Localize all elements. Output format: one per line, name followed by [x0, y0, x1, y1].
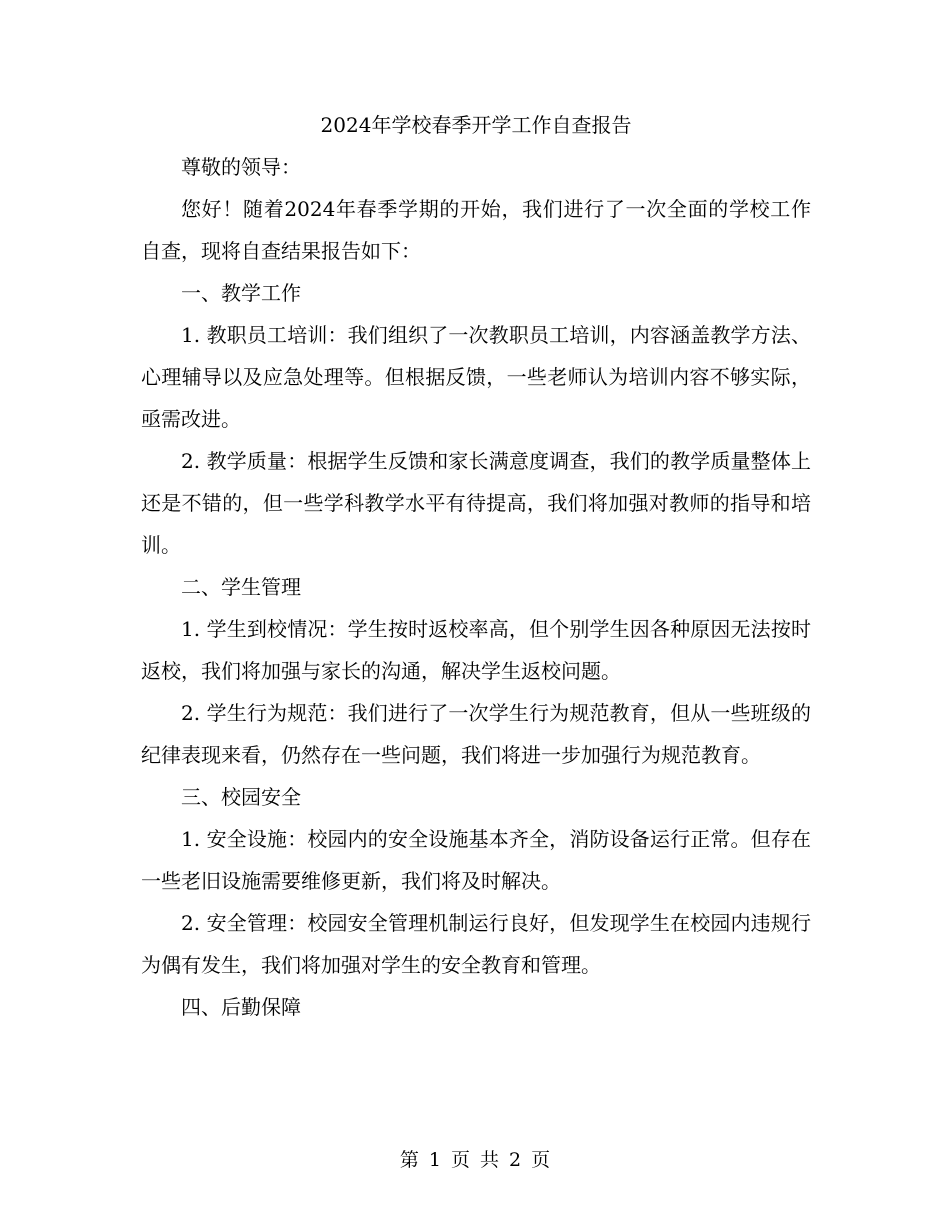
student-management-item-1: 1. 学生到校情况：学生按时返校率高，但个别学生因各种原因无法按时返校，我们将加强与家长的沟通，解决学生返校问题。: [141, 617, 811, 683]
salutation: 尊敬的领导：: [181, 155, 301, 179]
intro-paragraph: 您好！随着2024年春季学期的开始，我们进行了一次全面的学校工作自查，现将自查结果报告如下：: [141, 197, 811, 263]
teaching-item-2: 2. 教学质量：根据学生反馈和家长满意度调查，我们的教学质量整体上还是不错的，但一些学科教学水平有待提高，我们将加强对教师的指导和培训。: [141, 449, 811, 557]
teaching-item-1: 1. 教职员工培训：我们组织了一次教职员工培训，内容涵盖教学方法、心理辅导以及应急处理等。但根据反馈，一些老师认为培训内容不够实际，亟需改进。: [141, 323, 811, 431]
document-body: [141, 104, 811, 1028]
section-heading-logistics: 四、后勤保障: [181, 995, 301, 1019]
campus-safety-item-2: 2. 安全管理：校园安全管理机制运行良好，但发现学生在校园内违规行为偶有发生，我们将加强对学生的安全教育和管理。: [141, 911, 811, 977]
document-title: 2024年学校春季开学工作自查报告: [320, 113, 632, 137]
campus-safety-item-1: 1. 安全设施：校园内的安全设施基本齐全，消防设备运行正常。但存在一些老旧设施需要维修更新，我们将及时解决。: [141, 827, 811, 893]
section-heading-teaching: 一、教学工作: [181, 281, 301, 305]
section-heading-student-management: 二、学生管理: [181, 575, 301, 599]
student-management-item-2: 2. 学生行为规范：我们进行了一次学生行为规范教育，但从一些班级的纪律表现来看，仍然存在一些问题，我们将进一步加强行为规范教育。: [141, 701, 811, 767]
section-heading-campus-safety: 三、校园安全: [181, 785, 301, 809]
page-number-footer: 第 1 页 共 2 页: [399, 1149, 551, 1171]
